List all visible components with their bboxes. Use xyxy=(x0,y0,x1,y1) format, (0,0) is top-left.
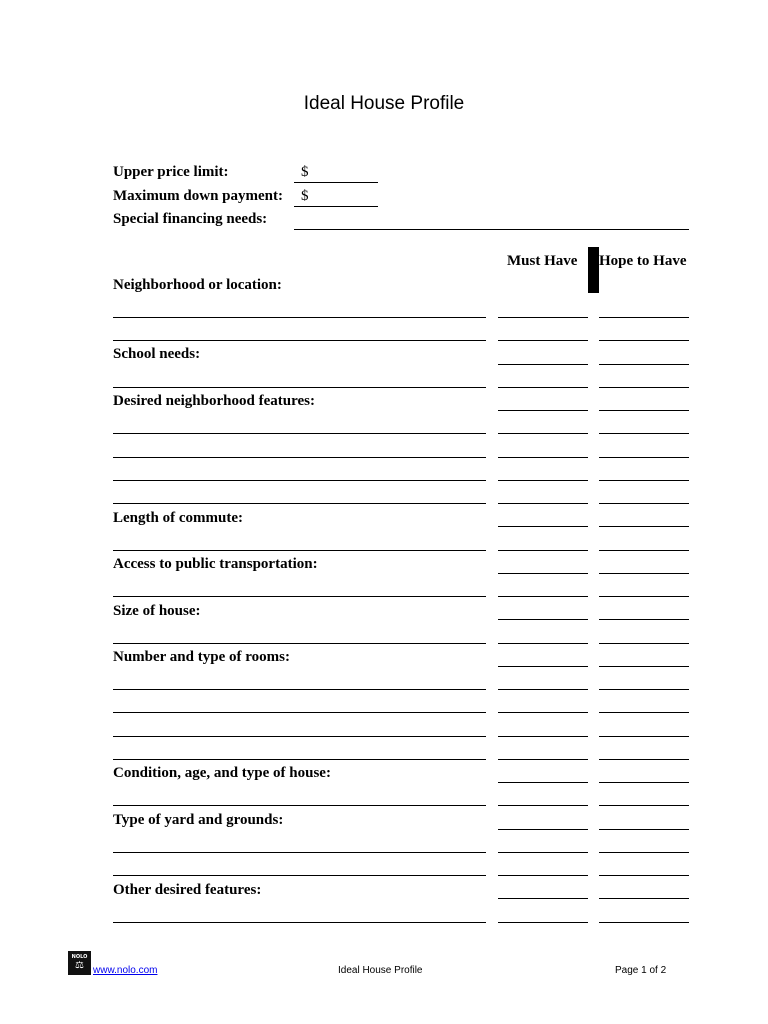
description-line[interactable] xyxy=(113,875,486,876)
yard-label: Type of yard and grounds: xyxy=(113,812,284,828)
hope-to-have-line[interactable] xyxy=(599,573,689,574)
description-line[interactable] xyxy=(113,922,486,923)
special-financing-field[interactable] xyxy=(294,229,689,230)
school-needs-label: School needs: xyxy=(113,346,201,362)
description-line[interactable] xyxy=(113,759,486,760)
must-have-line[interactable] xyxy=(498,317,588,318)
must-have-line[interactable] xyxy=(498,805,588,806)
must-have-line[interactable] xyxy=(498,759,588,760)
hope-to-have-line[interactable] xyxy=(599,596,689,597)
must-have-line[interactable] xyxy=(498,922,588,923)
condition-label: Condition, age, and type of house: xyxy=(113,765,331,781)
footer-title: Ideal House Profile xyxy=(338,965,423,976)
description-line[interactable] xyxy=(113,689,486,690)
must-have-line[interactable] xyxy=(498,433,588,434)
must-have-line[interactable] xyxy=(498,619,588,620)
must-have-line[interactable] xyxy=(498,782,588,783)
must-have-line[interactable] xyxy=(498,736,588,737)
description-line[interactable] xyxy=(113,317,486,318)
column-separator-bar xyxy=(588,247,599,293)
max-down-payment-field[interactable] xyxy=(294,206,378,207)
public-transport-label: Access to public transportation: xyxy=(113,556,318,572)
max-down-payment-currency: $ xyxy=(301,188,309,204)
must-have-line[interactable] xyxy=(498,526,588,527)
rooms-label: Number and type of rooms: xyxy=(113,649,290,665)
must-have-line[interactable] xyxy=(498,387,588,388)
hope-to-have-line[interactable] xyxy=(599,875,689,876)
description-line[interactable] xyxy=(113,712,486,713)
max-down-payment-label: Maximum down payment: xyxy=(113,188,284,204)
must-have-line[interactable] xyxy=(498,689,588,690)
hope-to-have-line[interactable] xyxy=(599,340,689,341)
description-line[interactable] xyxy=(113,643,486,644)
must-have-line[interactable] xyxy=(498,573,588,574)
description-line[interactable] xyxy=(113,457,486,458)
hope-to-have-line[interactable] xyxy=(599,480,689,481)
neighborhood-features-label: Desired neighborhood features: xyxy=(113,393,315,409)
hope-to-have-line[interactable] xyxy=(599,666,689,667)
must-have-line[interactable] xyxy=(498,503,588,504)
page-number: Page 1 of 2 xyxy=(615,965,667,976)
special-financing-label: Special financing needs: xyxy=(113,211,268,227)
upper-price-limit-label: Upper price limit: xyxy=(113,164,229,180)
description-line[interactable] xyxy=(113,852,486,853)
must-have-line[interactable] xyxy=(498,712,588,713)
hope-to-have-line[interactable] xyxy=(599,643,689,644)
description-line[interactable] xyxy=(113,480,486,481)
hope-to-have-line[interactable] xyxy=(599,712,689,713)
description-line[interactable] xyxy=(113,433,486,434)
description-line[interactable] xyxy=(113,805,486,806)
scales-of-justice-icon: ⚖ xyxy=(75,960,84,971)
hope-to-have-line[interactable] xyxy=(599,782,689,783)
hope-to-have-line[interactable] xyxy=(599,852,689,853)
must-have-line[interactable] xyxy=(498,643,588,644)
hope-to-have-line[interactable] xyxy=(599,526,689,527)
upper-price-field[interactable] xyxy=(294,182,378,183)
must-have-line[interactable] xyxy=(498,596,588,597)
description-line[interactable] xyxy=(113,503,486,504)
hope-to-have-line[interactable] xyxy=(599,503,689,504)
must-have-line[interactable] xyxy=(498,898,588,899)
must-have-line[interactable] xyxy=(498,457,588,458)
description-line[interactable] xyxy=(113,387,486,388)
hope-to-have-line[interactable] xyxy=(599,433,689,434)
must-have-column-header: Must Have xyxy=(507,253,578,269)
hope-to-have-line[interactable] xyxy=(599,736,689,737)
must-have-line[interactable] xyxy=(498,852,588,853)
hope-to-have-line[interactable] xyxy=(599,364,689,365)
description-line[interactable] xyxy=(113,340,486,341)
must-have-line[interactable] xyxy=(498,829,588,830)
must-have-line[interactable] xyxy=(498,410,588,411)
house-size-label: Size of house: xyxy=(113,603,201,619)
must-have-line[interactable] xyxy=(498,550,588,551)
must-have-line[interactable] xyxy=(498,875,588,876)
hope-to-have-line[interactable] xyxy=(599,410,689,411)
description-line[interactable] xyxy=(113,550,486,551)
hope-to-have-line[interactable] xyxy=(599,829,689,830)
other-features-label: Other desired features: xyxy=(113,882,262,898)
hope-to-have-line[interactable] xyxy=(599,317,689,318)
hope-to-have-line[interactable] xyxy=(599,759,689,760)
hope-to-have-line[interactable] xyxy=(599,457,689,458)
hope-to-have-line[interactable] xyxy=(599,619,689,620)
hope-to-have-column-header: Hope to Have xyxy=(599,253,687,269)
nolo-logo xyxy=(68,951,91,975)
hope-to-have-line[interactable] xyxy=(599,689,689,690)
must-have-line[interactable] xyxy=(498,364,588,365)
commute-label: Length of commute: xyxy=(113,510,243,526)
hope-to-have-line[interactable] xyxy=(599,387,689,388)
page-title: Ideal House Profile xyxy=(303,93,465,114)
must-have-line[interactable] xyxy=(498,480,588,481)
description-line[interactable] xyxy=(113,736,486,737)
nolo-logo-text: NOLO xyxy=(71,954,88,960)
hope-to-have-line[interactable] xyxy=(599,922,689,923)
must-have-line[interactable] xyxy=(498,666,588,667)
nolo-website-link[interactable]: www.nolo.com xyxy=(93,965,158,976)
hope-to-have-line[interactable] xyxy=(599,898,689,899)
hope-to-have-line[interactable] xyxy=(599,805,689,806)
must-have-line[interactable] xyxy=(498,340,588,341)
description-line[interactable] xyxy=(113,596,486,597)
upper-price-currency: $ xyxy=(301,164,309,180)
hope-to-have-line[interactable] xyxy=(599,550,689,551)
neighborhood-label: Neighborhood or location: xyxy=(113,277,282,293)
